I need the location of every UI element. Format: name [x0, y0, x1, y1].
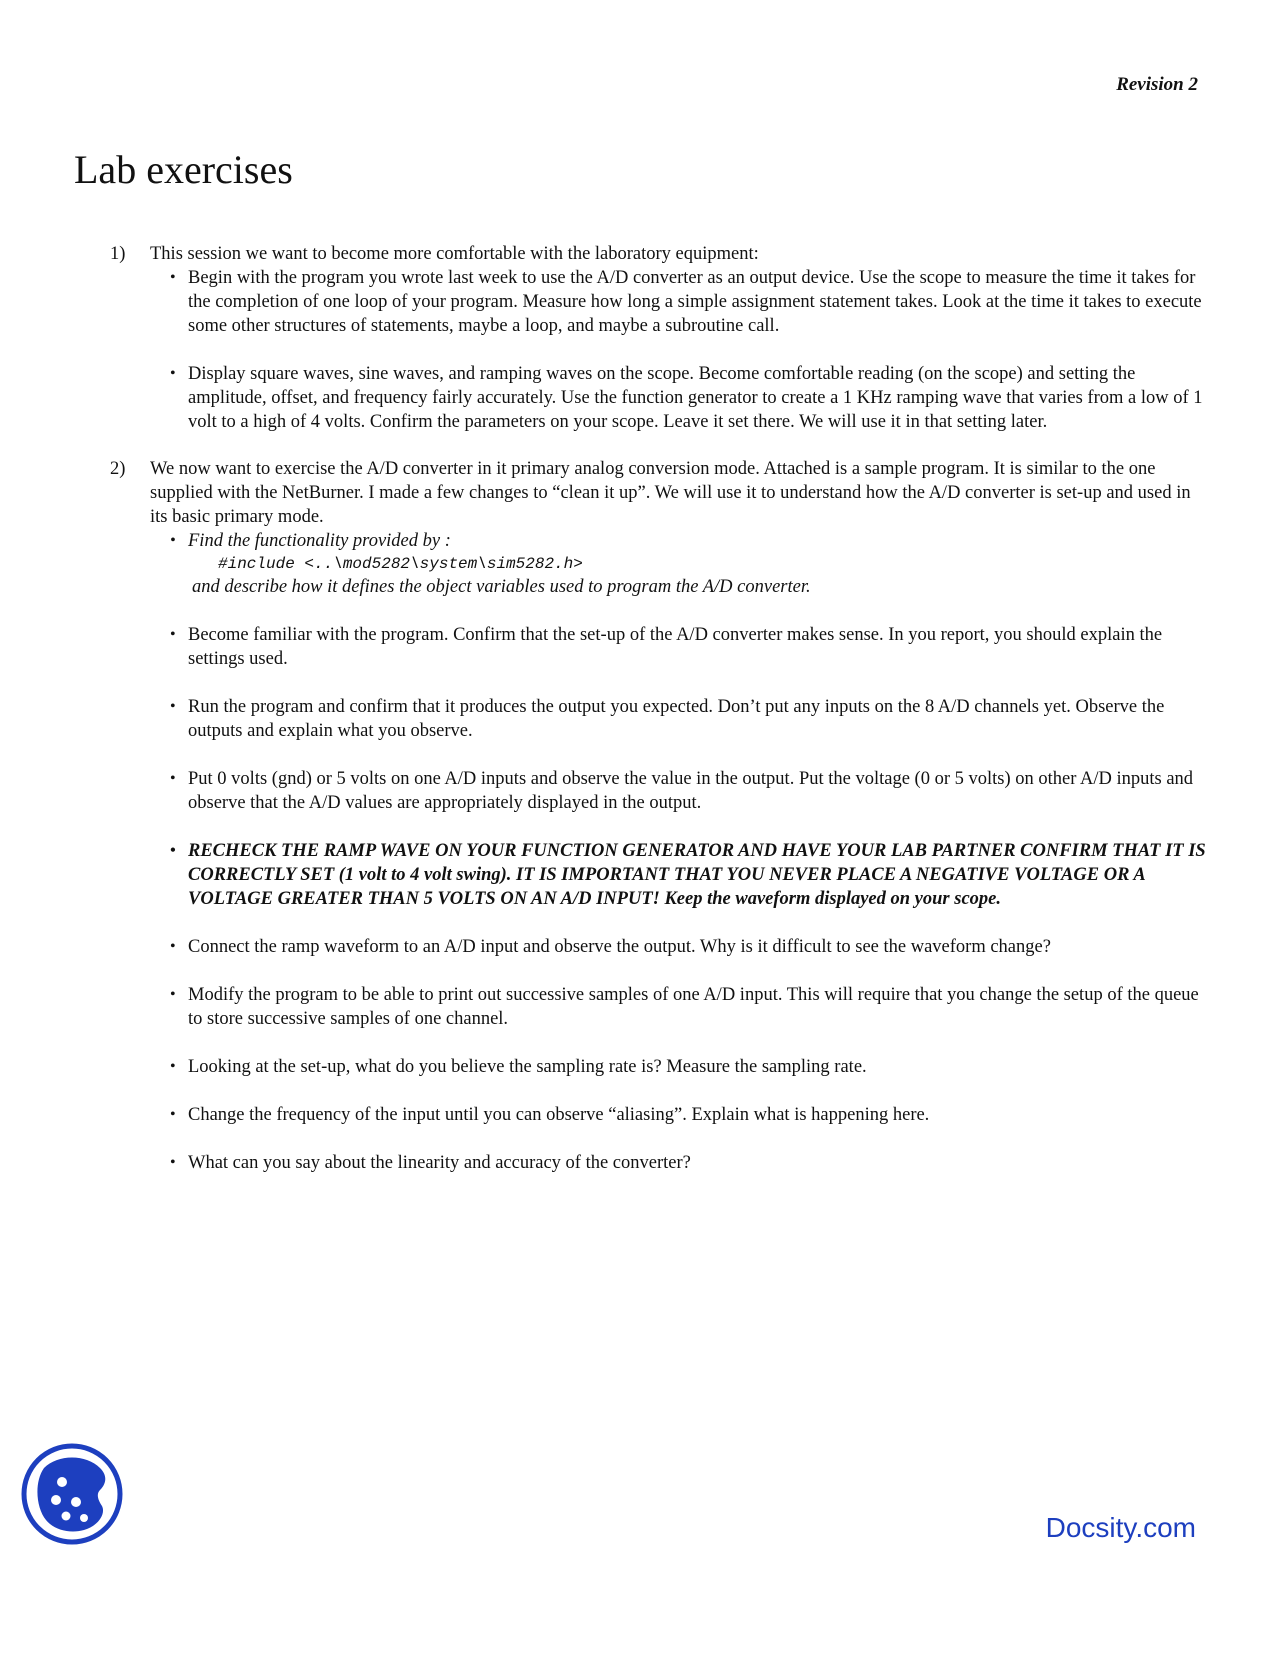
list-item: • Put 0 volts (gnd) or 5 volts on one A/D inputs and observe the value in the output. Put the voltage (0 or 5 volts) on other A/D inputs and observe that the A/D values are appropriately displayed in the output. — [150, 767, 1206, 815]
section-number: 1) — [110, 244, 126, 264]
section-intro: This session we want to become more comfortable with the laboratory equipment: — [150, 244, 759, 264]
page-title: Lab exercises — [74, 147, 293, 192]
list-item: • Display square waves, sine waves, and ramping waves on the scope. Become comfortable reading (on the scope) and setting the amplitude, offset, and frequency fairly accurately. Use the function generator to create a 1 KHz ramping wave that varies from a low of 1 volt to a high of 4 volts. Confirm the parameters on your scope. Leave it set there. We will use it in that setting later. — [150, 362, 1206, 434]
section-2 — [110, 457, 1206, 1175]
list-item: • Looking at the set-up, what do you believe the sampling rate is? Measure the sampling rate. — [150, 1055, 1206, 1079]
list-item: • Connect the ramp waveform to an A/D input and observe the output. Why is it difficult to see the waveform change? — [150, 935, 1206, 959]
list-item: • Modify the program to be able to print out successive samples of one A/D input. This will require that you change the setup of the queue to store successive samples of one channel. — [150, 983, 1206, 1031]
include-code: #include <..\mod5282\system\sim5282.h> — [218, 555, 583, 573]
bullet-list — [150, 266, 1206, 434]
section-intro: We now want to exercise the A/D converter in it primary analog conversion mode. Attached is a sample program. It is similar to the one supplied with the NetBurner. I made a few changes to “clean it up”. We will use it to understand how the A/D converter is set-up and used in its basic primary mode. — [150, 459, 1191, 527]
find-lead: Find the functionality provided by : — [188, 531, 451, 551]
find-tail: and describe how it defines the object variables used to program the A/D converter. — [192, 577, 811, 597]
list-item: • Become familiar with the program. Confirm that the set-up of the A/D converter makes sense. In you report, you should explain the settings used. — [150, 623, 1206, 671]
list-item: • What can you say about the linearity and accuracy of the converter? — [150, 1151, 1206, 1175]
list-item: • Run the program and confirm that it produces the output you expected. Don’t put any inputs on the 8 A/D channels yet. Observe the outputs and explain what you observe. — [150, 695, 1206, 743]
docsity-logo-icon — [20, 1442, 124, 1546]
brand-link[interactable]: Docsity.com — [1045, 1512, 1196, 1543]
warning-item: • RECHECK THE RAMP WAVE ON YOUR FUNCTION GENERATOR AND HAVE YOUR LAB PARTNER CONFIRM THAT IT IS CORRECTLY SET (1 volt to 4 volt swing). IT IS IMPORTANT THAT YOU NEVER PLACE A NEGATIVE VOLTAGE OR A VOLTAGE GREATER THAN 5 VOLTS ON AN A/D INPUT! Keep the waveform displayed on your scope. — [150, 839, 1206, 911]
list-item: • Begin with the program you wrote last week to use the A/D converter as an output device. Use the scope to measure the time it takes for the completion of one loop of your program. Measure how long a simple assignment statement takes. Look at the time it takes to execute some other structures of statements, maybe a loop, and maybe a subroutine call. — [150, 266, 1206, 338]
list-item: • Change the frequency of the input until you can observe “aliasing”. Explain what is happening here. — [150, 1103, 1206, 1127]
document-body — [110, 242, 1206, 1198]
bullet-list — [150, 529, 1206, 1175]
revision-label: Revision 2 — [1116, 74, 1198, 95]
list-item-find — [150, 529, 1206, 599]
section-1 — [110, 242, 1206, 434]
section-number: 2) — [110, 459, 126, 479]
